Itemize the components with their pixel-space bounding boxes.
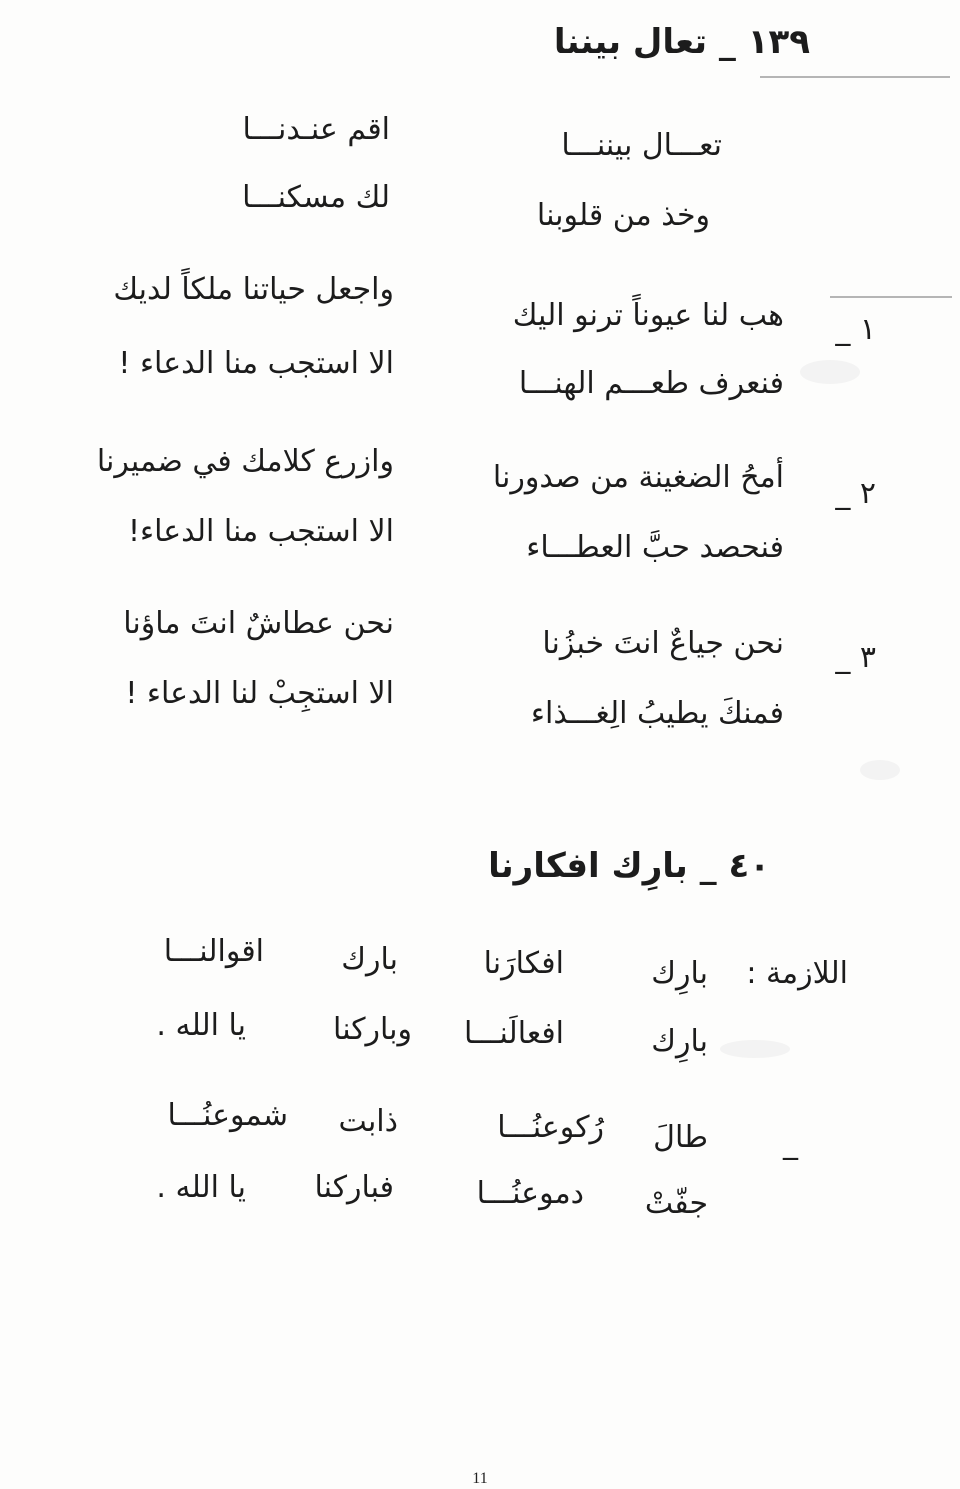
stanza-3-number: ٣ _ bbox=[835, 640, 876, 675]
stanza-1-line-1-left: واجعل حياتنا ملكاً لديك bbox=[113, 272, 394, 307]
verse-line-2-word-1: جفّتْ bbox=[644, 1186, 708, 1221]
refrain-line-1-word-1: بارِك bbox=[651, 956, 708, 991]
verse-line-1-word-4: شموعنُـــا bbox=[167, 1098, 288, 1133]
scan-smudge bbox=[720, 1040, 790, 1058]
refrain-line-1-word-2: افكارَنا bbox=[483, 946, 564, 981]
verse-dash: _ bbox=[783, 1126, 798, 1161]
scan-smudge bbox=[860, 760, 900, 780]
stanza-2-number: ٢ _ bbox=[835, 476, 876, 511]
verse-line-1-word-1: طالَ bbox=[653, 1120, 708, 1155]
stanza-1-line-1-right: هب لنا عيوناً ترنو اليك bbox=[512, 298, 784, 333]
stanza-2-line-2-right: فنحصد حبَّ العطـــاء bbox=[526, 530, 784, 565]
refrain-line-2-word-4: يا الله . bbox=[156, 1008, 246, 1043]
stanza-3-line-1-left: نحن عطاشٌ انتَ ماؤنا bbox=[123, 606, 394, 641]
refrain-line-1-word-3: بارك bbox=[341, 942, 398, 977]
stanza-3-line-2-left: الا استجِبْ لنا الدعاء ! bbox=[125, 676, 394, 711]
intro-line-1-right: تعـــال بيننـــا bbox=[561, 128, 722, 163]
verse-line-1-word-3: ذابت bbox=[338, 1104, 398, 1139]
refrain-line-2-word-2: افعالَنـــا bbox=[464, 1016, 564, 1051]
verse-line-2-word-2: دموعنُـــا bbox=[476, 1176, 584, 1211]
refrain-line-2-word-1: بارِك bbox=[651, 1024, 708, 1059]
stanza-2-line-1-left: وازرع كلامك في ضميرنا bbox=[96, 444, 394, 479]
stanza-1-line-2-left: الا استجب منا الدعاء ! bbox=[118, 346, 394, 381]
refrain-line-1-word-4: اقوالنـــا bbox=[163, 934, 264, 969]
hymn-139-title: ١٣٩ _ تعال بيننا bbox=[553, 22, 810, 62]
refrain-label: اللازمة : bbox=[746, 956, 848, 991]
title-underline bbox=[760, 76, 950, 78]
stanza-1-number: ١ _ bbox=[835, 312, 876, 347]
margin-rule bbox=[830, 296, 952, 298]
scan-smudge bbox=[800, 360, 860, 384]
stanza-1-line-2-right: فنعرف طعـــم الهنـــا bbox=[518, 366, 784, 401]
intro-line-2-left: لك مسكنـــا bbox=[242, 180, 390, 215]
page-number: 11 bbox=[472, 1470, 488, 1487]
verse-line-1-word-2: رُكوعنُـــا bbox=[497, 1110, 604, 1145]
stanza-2-line-2-left: الا استجب منا الدعاء! bbox=[127, 514, 394, 549]
stanza-2-line-1-right: أمحُ الضغينة من صدورنا bbox=[492, 460, 784, 495]
refrain-line-2-word-3: وباركنا bbox=[333, 1012, 412, 1047]
verse-line-2-word-3: فباركنا bbox=[314, 1170, 394, 1205]
intro-line-1-left: اقم عنـدنـــا bbox=[242, 112, 390, 147]
stanza-3-line-2-right: فمنكَ يطيبُ الِغـــذاء bbox=[530, 696, 784, 731]
hymn-40-title: ٤٠ _ بارِك افكارنا bbox=[488, 846, 770, 886]
verse-line-2-word-4: يا الله . bbox=[156, 1170, 246, 1205]
intro-line-2-right: وخذ من قلوبنا bbox=[536, 198, 710, 233]
stanza-3-line-1-right: نحن جياعٌ انتَ خبزُنا bbox=[542, 626, 784, 661]
